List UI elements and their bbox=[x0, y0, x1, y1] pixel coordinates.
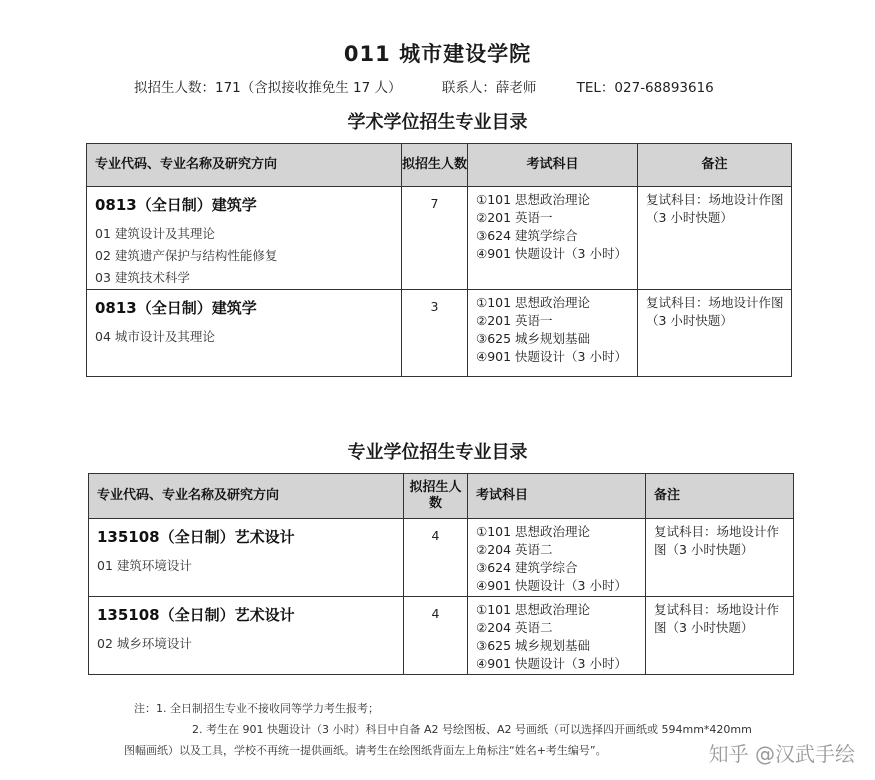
research-direction: 02 城乡环境设计 bbox=[97, 635, 192, 651]
exam-subject: ③624 建筑学综合 bbox=[476, 228, 578, 244]
remarks-cell: 复试科目：场地设计作图（3 小时快题） bbox=[646, 597, 794, 675]
exam-subject: ①101 思想政治理论 bbox=[476, 524, 591, 539]
exam-subject: ③625 城乡规划基础 bbox=[476, 331, 591, 346]
footnotes bbox=[124, 698, 752, 761]
header-count: 拟招生人数 bbox=[402, 144, 468, 187]
research-direction: 01 建筑环境设计 bbox=[97, 557, 192, 573]
professional-section-title: 专业学位招生专业目录 bbox=[347, 442, 528, 463]
exam-subjects bbox=[468, 597, 646, 675]
zhihu-watermark: 知乎 @汉武手绘 bbox=[708, 742, 855, 766]
research-direction: 02 建筑遗产保护与结构性能修复 bbox=[95, 247, 278, 263]
page-title: 011 城市建设学院 bbox=[343, 42, 532, 66]
exam-subjects bbox=[468, 289, 638, 376]
exam-subject: ②204 英语二 bbox=[476, 620, 553, 636]
major-cell bbox=[87, 289, 402, 376]
remarks-cell: 复试科目：场地设计作图（3 小时快题） bbox=[646, 519, 794, 597]
exam-subject: ④901 快题设计（3 小时） bbox=[476, 578, 627, 594]
header-exams: 考试科目 bbox=[468, 144, 638, 187]
exam-subject: ②204 英语二 bbox=[476, 542, 553, 558]
major-cell bbox=[89, 597, 404, 675]
major-name: 135108（全日制）艺术设计 bbox=[97, 528, 295, 546]
exam-subject: ②201 英语一 bbox=[476, 312, 553, 328]
header-exams: 考试科目 bbox=[468, 474, 646, 519]
header-remarks: 备注 bbox=[638, 144, 792, 187]
research-direction: 04 城市设计及其理论 bbox=[95, 328, 215, 344]
table-row bbox=[89, 519, 794, 597]
enrollment-count: 4 bbox=[404, 519, 468, 597]
exam-subject: ①101 思想政治理论 bbox=[476, 602, 591, 617]
professional-table bbox=[88, 473, 794, 675]
enrollment-count: 7 bbox=[402, 187, 468, 290]
header-major: 专业代码、专业名称及研究方向 bbox=[87, 144, 402, 187]
enrollment-text: 拟招生人数：171（含拟接收推免生 17 人） bbox=[134, 80, 402, 96]
table-header-row bbox=[87, 144, 792, 187]
footnote-2: 2. 考生在 901 快题设计（3 小时）科目中自备 A2 号绘图板、A2 号画纸（可以选择四开画纸或 594mm*420mm bbox=[192, 723, 752, 736]
tel-text: TEL：027-68893616 bbox=[576, 80, 714, 96]
academic-section-title: 学术学位招生专业目录 bbox=[347, 112, 528, 133]
table-header-row bbox=[89, 474, 794, 519]
exam-subject: ④901 快题设计（3 小时） bbox=[476, 656, 627, 672]
footnote-1: 注：1. 全日制招生专业不接收同等学力考生报考； bbox=[134, 702, 379, 715]
contact-text: 联系人：薛老师 bbox=[441, 80, 537, 96]
exam-subject: ②201 英语一 bbox=[476, 210, 553, 226]
exam-subject: ③625 城乡规划基础 bbox=[476, 638, 591, 654]
header-major: 专业代码、专业名称及研究方向 bbox=[89, 474, 404, 519]
remarks-cell: 复试科目：场地设计作图（3 小时快题） bbox=[638, 187, 792, 290]
exam-subjects bbox=[468, 187, 638, 290]
table-row bbox=[87, 187, 792, 290]
exam-subjects bbox=[468, 519, 646, 597]
header-info bbox=[134, 76, 750, 96]
major-name: 0813（全日制）建筑学 bbox=[95, 298, 257, 317]
header-count: 拟招生人数 bbox=[404, 474, 468, 519]
major-name: 0813（全日制）建筑学 bbox=[95, 196, 257, 214]
exam-subject: ④901 快题设计（3 小时） bbox=[476, 246, 627, 262]
table-row bbox=[89, 597, 794, 675]
research-direction: 03 建筑技术科学 bbox=[95, 269, 190, 285]
footnote-3: 图幅画纸）以及工具，学校不再统一提供画纸。请考生在绘图纸背面左上角标注“姓名+考生编号”。 bbox=[124, 744, 607, 757]
major-cell bbox=[87, 187, 402, 290]
exam-subject: ④901 快题设计（3 小时） bbox=[476, 349, 627, 365]
exam-subject: ①101 思想政治理论 bbox=[476, 294, 591, 310]
table-row bbox=[87, 289, 792, 376]
exam-subject: ①101 思想政治理论 bbox=[476, 192, 591, 207]
research-direction: 01 建筑设计及其理论 bbox=[95, 225, 215, 241]
major-name: 135108（全日制）艺术设计 bbox=[97, 606, 295, 624]
exam-subject: ③624 建筑学综合 bbox=[476, 560, 578, 576]
enrollment-count: 3 bbox=[402, 289, 468, 376]
remarks-cell: 复试科目：场地设计作图（3 小时快题） bbox=[638, 289, 792, 376]
major-cell bbox=[89, 519, 404, 597]
academic-table bbox=[86, 143, 792, 377]
header-remarks: 备注 bbox=[646, 474, 794, 519]
enrollment-count: 4 bbox=[404, 597, 468, 675]
